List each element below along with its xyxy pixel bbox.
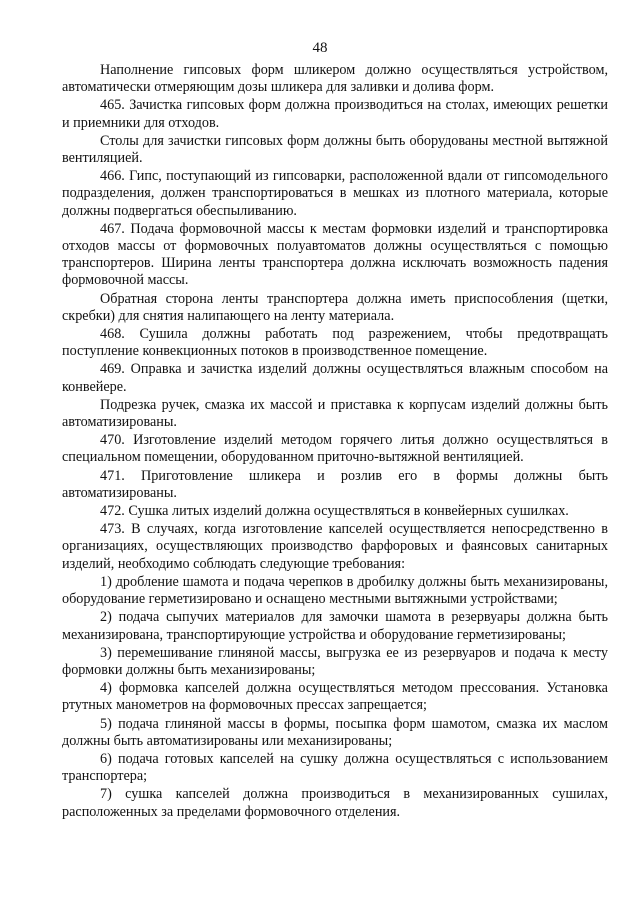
- paragraph: 470. Изготовление изделий методом горячего литья должно осуществляться в специальном помещении, оборудованном приточно-вытяжной вентиляцией.: [62, 432, 608, 466]
- paragraph: 472. Сушка литых изделий должна осуществляться в конвейерных сушилках.: [100, 503, 569, 520]
- paragraph: Подрезка ручек, смазка их массой и приставка к корпусам изделий должны быть автоматизированы.: [62, 396, 608, 431]
- list-item: 6) подача готовых капселей на сушку должна осуществляться с использованием транспортера;: [62, 750, 608, 785]
- list-item: 2) подача сыпучих материалов для замочки шамота в резервуары должна быть механизирована, транспортирующие устройства и оборудование герметизированы;: [62, 609, 608, 643]
- paragraph: 473. В случаях, когда изготовление капселей осуществляется непосредственно в организациях, осуществляющих производство фарфоровых и фаянсовых санитарных изделий, необходимо соблюдать следующие требования:: [62, 521, 608, 572]
- paragraph: Обратная сторона ленты транспортера должна иметь приспособления (щетки, скребки) для снятия налипающего на ленту материала.: [62, 290, 608, 324]
- paragraph: 467. Подача формовочной массы к местам формовки изделий и транспортировка отходов массы от формовочных полуавтоматов должны осуществляться с помощью транспортеров. Ширина ленты транспортера должна исключать возможность падения формовочной массы.: [62, 220, 608, 289]
- page-number: 48: [312, 40, 328, 56]
- list-item: 7) сушка капселей должна производиться в механизированных сушилах, расположенных за пределами формовочного отделения.: [62, 786, 608, 820]
- paragraph: 469. Оправка и зачистка изделий должны осуществляться влажным способом на конвейере.: [62, 361, 608, 395]
- list-item: 4) формовка капселей должна осуществляться методом прессования. Установка ртутных манометров на формовочных прессах запрещается;: [62, 680, 608, 714]
- list-item: 1) дробление шамота и подача черепков в дробилку должны быть механизированы, оборудование герметизировано и оснащено местными вытяжными устройствами;: [62, 573, 608, 608]
- paragraph: Наполнение гипсовых форм шликером должно осуществляться устройством, автоматически отмеряющим дозы шликера для заливки и долива форм.: [62, 62, 608, 96]
- paragraph: 466. Гипс, поступающий из гипсоварки, расположенной вдали от гипсомодельного подразделения, должен транспортироваться в мешках из плотного материала, которые должны подвергаться обеспыливанию.: [62, 168, 608, 219]
- list-item: 3) перемешивание глиняной массы, выгрузка ее из резервуаров и подача к месту формовки должны быть механизированы;: [62, 644, 608, 678]
- paragraph: Столы для зачистки гипсовых форм должны быть оборудованы местной вытяжной вентиляцией.: [62, 132, 608, 167]
- paragraph: 468. Сушила должны работать под разрежением, чтобы предотвращать поступление конвекционных потоков в производственное помещение.: [62, 326, 608, 360]
- list-item: 5) подача глиняной массы в формы, посыпка форм шамотом, смазка их маслом должны быть автоматизированы или механизированы;: [62, 715, 608, 749]
- document-body: [62, 62, 608, 822]
- paragraph: 471. Приготовление шликера и розлив его в формы должны быть автоматизированы.: [62, 467, 608, 501]
- paragraph: 465. Зачистка гипсовых форм должна производиться на столах, имеющих решетки и приемники для отходов.: [62, 97, 608, 131]
